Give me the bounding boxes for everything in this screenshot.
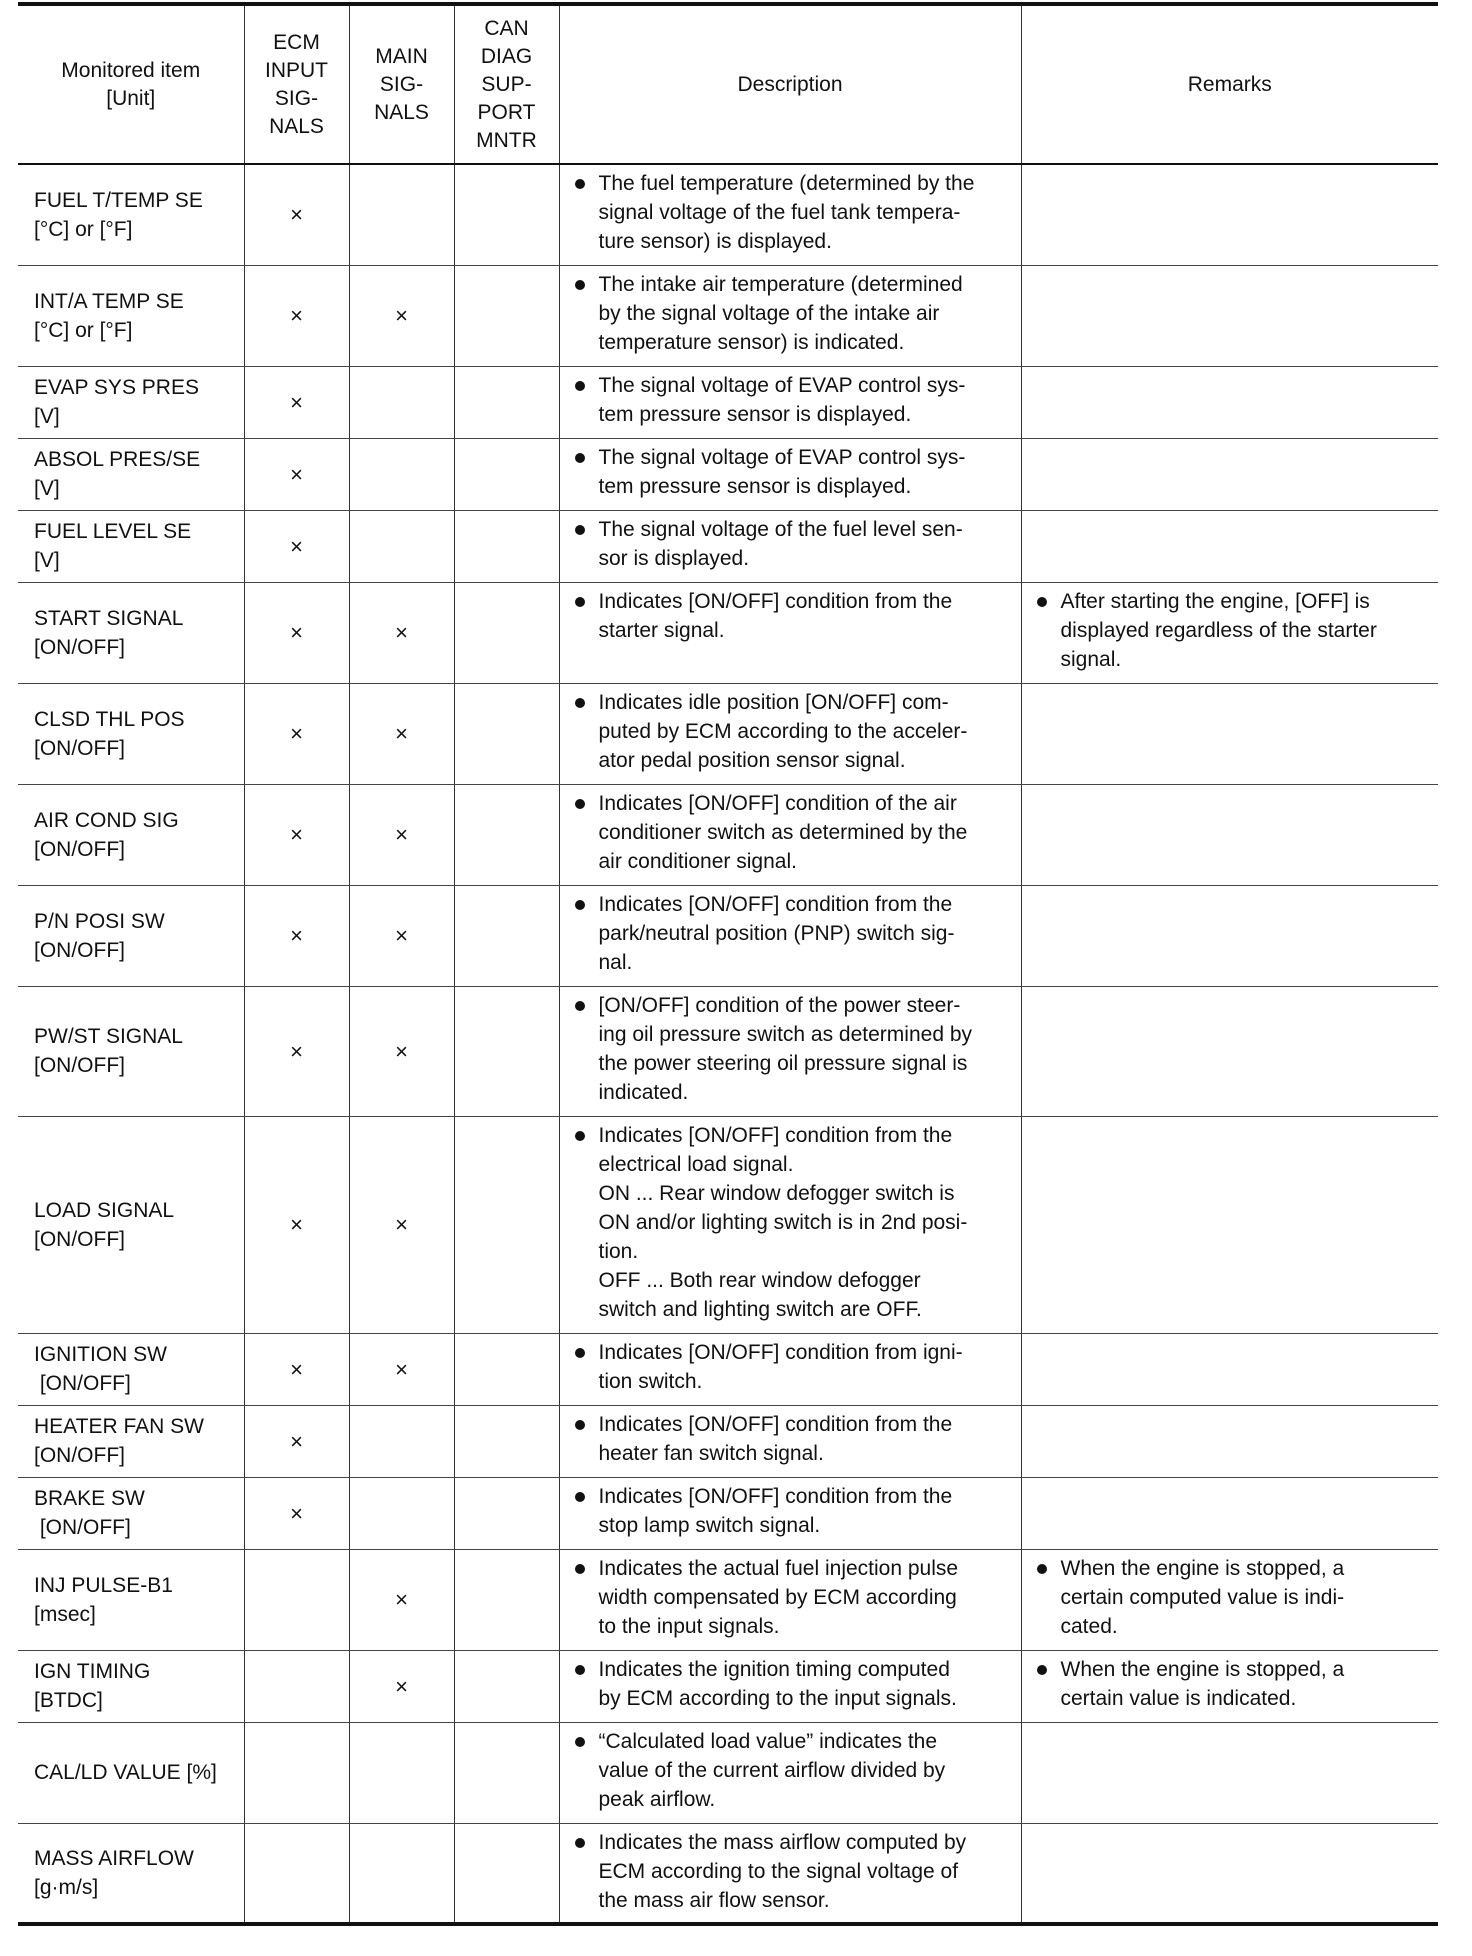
table-row bbox=[18, 438, 1438, 510]
monitored-item-cell bbox=[18, 1722, 244, 1823]
applicable-x-mark: × bbox=[290, 1356, 303, 1382]
description-text: Indicates idle position [ON/OFF] com- bbox=[598, 690, 949, 714]
monitored-item-text: [V] bbox=[34, 549, 60, 572]
table-row bbox=[18, 1333, 1438, 1405]
ecm-mark-cell bbox=[244, 1333, 349, 1405]
monitored-item-text: INT/A TEMP SE bbox=[34, 289, 184, 313]
table-row bbox=[18, 164, 1438, 265]
description-text: “Calculated load value” indicates the bbox=[598, 1729, 938, 1753]
table-body bbox=[18, 164, 1438, 1924]
table-row bbox=[18, 885, 1438, 986]
monitored-item-cell bbox=[18, 366, 244, 438]
description-text: tem pressure sensor is displayed. bbox=[598, 402, 912, 426]
description-cell bbox=[559, 986, 1021, 1116]
description-text: Indicates [ON/OFF] condition from the bbox=[598, 1484, 953, 1508]
ecm-mark-cell bbox=[244, 164, 349, 265]
header-description: Description bbox=[559, 4, 1021, 164]
description-text: stop lamp switch signal. bbox=[598, 1513, 821, 1537]
monitored-item-text: START SIGNAL bbox=[34, 606, 184, 630]
description-text: Indicates the ignition timing computed bbox=[598, 1657, 950, 1681]
description-bullet bbox=[572, 1727, 1011, 1814]
description-cell bbox=[559, 1116, 1021, 1333]
description-text: starter signal. bbox=[598, 618, 725, 642]
monitor-item-table bbox=[18, 2, 1438, 1926]
description-text: heater fan switch signal. bbox=[598, 1441, 824, 1465]
description-cell bbox=[559, 1405, 1021, 1477]
description-bullet bbox=[572, 1410, 1011, 1468]
remarks-cell bbox=[1021, 510, 1438, 582]
description-cell bbox=[559, 1477, 1021, 1549]
description-text: Indicates the mass airflow computed by bbox=[598, 1830, 967, 1854]
description-cell bbox=[559, 510, 1021, 582]
header-remarks: Remarks bbox=[1021, 4, 1438, 164]
main-mark-cell bbox=[349, 683, 454, 784]
description-text: air conditioner signal. bbox=[598, 849, 797, 873]
monitored-item-text: FUEL T/TEMP SE bbox=[34, 188, 203, 212]
description-cell bbox=[559, 1823, 1021, 1924]
can-mark-cell bbox=[454, 582, 559, 683]
applicable-x-mark: × bbox=[395, 923, 408, 948]
applicable-x-mark: × bbox=[290, 1428, 303, 1454]
main-mark-cell bbox=[349, 885, 454, 986]
monitored-item-text: BRAKE SW bbox=[34, 1487, 145, 1510]
applicable-x-mark: × bbox=[395, 721, 408, 746]
description-cell bbox=[559, 164, 1021, 265]
description-text: tion. bbox=[598, 1239, 639, 1263]
description-text: by ECM according to the input signals. bbox=[598, 1686, 957, 1710]
ecm-mark-cell bbox=[244, 582, 349, 683]
can-mark-cell bbox=[454, 784, 559, 885]
applicable-x-mark: × bbox=[290, 461, 303, 487]
table-row bbox=[18, 1405, 1438, 1477]
monitored-item-cell bbox=[18, 885, 244, 986]
monitored-item-text: HEATER FAN SW bbox=[34, 1415, 204, 1438]
table-row bbox=[18, 366, 1438, 438]
table-row bbox=[18, 1650, 1438, 1722]
monitored-item-cell bbox=[18, 1405, 244, 1477]
can-mark-cell bbox=[454, 885, 559, 986]
description-text: ECM according to the signal voltage of bbox=[598, 1859, 959, 1883]
monitored-item-text: AIR COND SIG bbox=[34, 808, 179, 832]
description-bullet bbox=[572, 1828, 1011, 1915]
table-row bbox=[18, 265, 1438, 366]
applicable-x-mark: × bbox=[395, 303, 408, 328]
applicable-x-mark: × bbox=[290, 533, 303, 559]
monitored-item-text: [ON/OFF] bbox=[34, 837, 125, 861]
ecm-mark-cell bbox=[244, 885, 349, 986]
monitored-item-text: [ON/OFF] bbox=[34, 635, 125, 659]
table-row bbox=[18, 1549, 1438, 1650]
description-text: tion switch. bbox=[598, 1369, 703, 1393]
main-mark-cell bbox=[349, 1477, 454, 1549]
remarks-text: When the engine is stopped, a bbox=[1060, 1556, 1345, 1580]
applicable-x-mark: × bbox=[395, 1673, 408, 1699]
remarks-text: certain value is indicated. bbox=[1060, 1686, 1297, 1710]
main-mark-cell bbox=[349, 438, 454, 510]
monitored-item-text: MASS AIRFLOW bbox=[34, 1846, 194, 1870]
remarks-cell bbox=[1021, 265, 1438, 366]
can-mark-cell bbox=[454, 1722, 559, 1823]
description-text: [ON/OFF] condition of the power steer- bbox=[598, 993, 961, 1017]
description-text: to the input signals. bbox=[598, 1614, 780, 1638]
ecm-mark-cell bbox=[244, 1823, 349, 1924]
description-cell bbox=[559, 582, 1021, 683]
ecm-mark-cell bbox=[244, 1650, 349, 1722]
main-mark-cell bbox=[349, 582, 454, 683]
monitored-item-text: [V] bbox=[34, 477, 60, 500]
can-mark-cell bbox=[454, 986, 559, 1116]
ecm-mark-cell bbox=[244, 986, 349, 1116]
monitored-item-text: [ON/OFF] bbox=[34, 1054, 125, 1077]
main-mark-cell bbox=[349, 986, 454, 1116]
remarks-cell bbox=[1021, 1650, 1438, 1722]
main-mark-cell bbox=[349, 1549, 454, 1650]
applicable-x-mark: × bbox=[395, 1587, 408, 1612]
description-text: ON and/or lighting switch is in 2nd posi- bbox=[598, 1210, 968, 1234]
applicable-x-mark: × bbox=[290, 1038, 303, 1064]
remarks-bullet bbox=[1034, 587, 1429, 674]
applicable-x-mark: × bbox=[395, 822, 408, 847]
description-text: OFF ... Both rear window defogger bbox=[598, 1268, 921, 1292]
can-mark-cell bbox=[454, 265, 559, 366]
remarks-cell bbox=[1021, 1549, 1438, 1650]
main-mark-cell bbox=[349, 1722, 454, 1823]
applicable-x-mark: × bbox=[290, 822, 303, 847]
monitored-item-text: CLSD THL POS bbox=[34, 707, 185, 731]
monitored-item-text: [V] bbox=[34, 405, 60, 428]
table-row bbox=[18, 1477, 1438, 1549]
description-text: Indicates the actual fuel injection pulse bbox=[598, 1556, 959, 1580]
main-mark-cell bbox=[349, 366, 454, 438]
description-text: value of the current airflow divided by bbox=[598, 1758, 946, 1782]
description-text: width compensated by ECM according bbox=[598, 1585, 957, 1609]
ecm-mark-cell bbox=[244, 1116, 349, 1333]
table-row bbox=[18, 510, 1438, 582]
monitored-item-cell bbox=[18, 1549, 244, 1650]
description-bullet bbox=[572, 443, 1011, 501]
can-mark-cell bbox=[454, 683, 559, 784]
description-bullet bbox=[572, 1554, 1011, 1641]
description-bullet bbox=[572, 1338, 1011, 1396]
header-ecm-input-signals: ECM INPUT SIG- NALS bbox=[244, 4, 349, 164]
main-mark-cell bbox=[349, 164, 454, 265]
monitored-item-text: [°C] or [°F] bbox=[34, 217, 133, 241]
remarks-cell bbox=[1021, 582, 1438, 683]
ecm-mark-cell bbox=[244, 1549, 349, 1650]
can-mark-cell bbox=[454, 1333, 559, 1405]
description-text: the mass air flow sensor. bbox=[598, 1888, 830, 1912]
description-text: tem pressure sensor is displayed. bbox=[598, 474, 912, 498]
monitored-item-text: [g·m/s] bbox=[34, 1875, 99, 1899]
remarks-cell bbox=[1021, 683, 1438, 784]
description-text: ture sensor) is displayed. bbox=[598, 230, 832, 253]
description-text: The fuel temperature (determined by the bbox=[598, 172, 975, 195]
description-text: Indicates [ON/OFF] condition from the bbox=[598, 892, 953, 916]
remarks-cell bbox=[1021, 1405, 1438, 1477]
monitored-item-text: [°C] or [°F] bbox=[34, 318, 133, 342]
description-text: sor is displayed. bbox=[598, 546, 750, 570]
header-monitored-item: Monitored item [Unit] bbox=[18, 4, 244, 164]
description-text: by the signal voltage of the intake air bbox=[598, 301, 940, 325]
table-row bbox=[18, 986, 1438, 1116]
description-text: switch and lighting switch are OFF. bbox=[598, 1297, 922, 1321]
table-row bbox=[18, 784, 1438, 885]
monitored-item-text: ABSOL PRES/SE bbox=[34, 448, 201, 471]
monitored-item-text: [ON/OFF] bbox=[34, 1444, 125, 1467]
applicable-x-mark: × bbox=[290, 202, 303, 228]
monitored-item-text: LOAD SIGNAL bbox=[34, 1198, 175, 1222]
remarks-cell bbox=[1021, 1722, 1438, 1823]
can-mark-cell bbox=[454, 1116, 559, 1333]
applicable-x-mark: × bbox=[290, 389, 303, 415]
monitored-item-cell bbox=[18, 784, 244, 885]
applicable-x-mark: × bbox=[290, 620, 303, 645]
monitored-item-text: CAL/LD VALUE [%] bbox=[34, 1761, 217, 1784]
monitored-item-cell bbox=[18, 986, 244, 1116]
monitored-item-cell bbox=[18, 582, 244, 683]
description-text: temperature sensor) is indicated. bbox=[598, 330, 905, 354]
header-can-diag-support-mntr: CAN DIAG SUP- PORT MNTR bbox=[454, 4, 559, 164]
ecm-mark-cell bbox=[244, 1405, 349, 1477]
description-text: Indicates [ON/OFF] condition of the air bbox=[598, 791, 957, 815]
main-mark-cell bbox=[349, 1650, 454, 1722]
remarks-cell bbox=[1021, 1823, 1438, 1924]
description-text: Indicates [ON/OFF] condition from the bbox=[598, 1123, 953, 1147]
applicable-x-mark: × bbox=[290, 1500, 303, 1526]
monitored-item-cell bbox=[18, 1333, 244, 1405]
monitored-item-cell bbox=[18, 265, 244, 366]
can-mark-cell bbox=[454, 164, 559, 265]
description-cell bbox=[559, 1333, 1021, 1405]
remarks-cell bbox=[1021, 1116, 1438, 1333]
ecm-mark-cell bbox=[244, 1477, 349, 1549]
remarks-cell bbox=[1021, 885, 1438, 986]
description-text: The signal voltage of the fuel level sen- bbox=[598, 517, 963, 541]
can-mark-cell bbox=[454, 438, 559, 510]
description-cell bbox=[559, 683, 1021, 784]
main-mark-cell bbox=[349, 1116, 454, 1333]
ecm-mark-cell bbox=[244, 1722, 349, 1823]
ecm-mark-cell bbox=[244, 265, 349, 366]
table-row bbox=[18, 582, 1438, 683]
remarks-cell bbox=[1021, 366, 1438, 438]
monitored-item-text: [ON/OFF] bbox=[34, 1372, 131, 1395]
monitored-item-text: IGN TIMING bbox=[34, 1660, 151, 1683]
header-main-signals: MAIN SIG- NALS bbox=[349, 4, 454, 164]
monitored-item-text: [ON/OFF] bbox=[34, 938, 125, 962]
description-cell bbox=[559, 885, 1021, 986]
description-text: the power steering oil pressure signal is bbox=[598, 1051, 968, 1075]
monitored-item-cell bbox=[18, 438, 244, 510]
monitored-item-text: [ON/OFF] bbox=[34, 736, 125, 760]
table-header-row bbox=[18, 4, 1438, 164]
can-mark-cell bbox=[454, 510, 559, 582]
description-cell bbox=[559, 1650, 1021, 1722]
main-mark-cell bbox=[349, 1333, 454, 1405]
description-cell bbox=[559, 438, 1021, 510]
description-text: park/neutral position (PNP) switch sig- bbox=[598, 921, 955, 945]
ecm-mark-cell bbox=[244, 683, 349, 784]
description-text: The signal voltage of EVAP control sys- bbox=[598, 445, 966, 469]
remarks-cell bbox=[1021, 986, 1438, 1116]
description-bullet bbox=[572, 1482, 1011, 1540]
description-bullet bbox=[572, 515, 1011, 573]
applicable-x-mark: × bbox=[395, 1212, 408, 1237]
applicable-x-mark: × bbox=[395, 1038, 408, 1064]
description-bullet bbox=[572, 587, 1011, 645]
description-text: peak airflow. bbox=[598, 1787, 716, 1811]
monitored-item-text: FUEL LEVEL SE bbox=[34, 520, 192, 543]
description-bullet bbox=[572, 890, 1011, 977]
monitored-item-cell bbox=[18, 164, 244, 265]
table-row bbox=[18, 1116, 1438, 1333]
monitored-item-cell bbox=[18, 510, 244, 582]
description-bullet bbox=[572, 991, 1011, 1107]
description-cell bbox=[559, 265, 1021, 366]
remarks-text: certain computed value is indi- bbox=[1060, 1585, 1345, 1609]
main-mark-cell bbox=[349, 784, 454, 885]
description-bullet bbox=[572, 789, 1011, 876]
remarks-cell bbox=[1021, 784, 1438, 885]
description-text: electrical load signal. bbox=[598, 1152, 794, 1176]
description-text: nal. bbox=[598, 950, 633, 974]
monitored-item-text: IGNITION SW bbox=[34, 1343, 167, 1366]
applicable-x-mark: × bbox=[290, 1212, 303, 1237]
ecm-mark-cell bbox=[244, 784, 349, 885]
monitored-item-cell bbox=[18, 683, 244, 784]
description-bullet bbox=[572, 1121, 1011, 1324]
main-mark-cell bbox=[349, 510, 454, 582]
ecm-mark-cell bbox=[244, 438, 349, 510]
table-row bbox=[18, 1722, 1438, 1823]
description-cell bbox=[559, 1549, 1021, 1650]
description-cell bbox=[559, 784, 1021, 885]
description-text: Indicates [ON/OFF] condition from the bbox=[598, 589, 953, 613]
applicable-x-mark: × bbox=[395, 620, 408, 645]
remarks-cell bbox=[1021, 164, 1438, 265]
description-text: The intake air temperature (determined bbox=[598, 272, 963, 296]
table-row bbox=[18, 683, 1438, 784]
table-row bbox=[18, 1823, 1438, 1924]
applicable-x-mark: × bbox=[395, 1356, 408, 1382]
description-bullet bbox=[572, 169, 1011, 256]
remarks-text: cated. bbox=[1060, 1614, 1118, 1638]
description-bullet bbox=[572, 1655, 1011, 1713]
description-text: conditioner switch as determined by the bbox=[598, 820, 968, 844]
monitored-item-text: [ON/OFF] bbox=[34, 1516, 131, 1539]
main-mark-cell bbox=[349, 265, 454, 366]
can-mark-cell bbox=[454, 1650, 559, 1722]
can-mark-cell bbox=[454, 1477, 559, 1549]
can-mark-cell bbox=[454, 1549, 559, 1650]
applicable-x-mark: × bbox=[290, 923, 303, 948]
description-text: Indicates [ON/OFF] condition from igni- bbox=[598, 1340, 963, 1364]
applicable-x-mark: × bbox=[290, 303, 303, 328]
remarks-bullet bbox=[1034, 1554, 1429, 1641]
applicable-x-mark: × bbox=[290, 721, 303, 746]
monitored-item-cell bbox=[18, 1477, 244, 1549]
monitored-item-text: [BTDC] bbox=[34, 1689, 103, 1712]
monitored-item-cell bbox=[18, 1823, 244, 1924]
monitored-item-text: PW/ST SIGNAL bbox=[34, 1025, 183, 1048]
description-text: ing oil pressure switch as determined by bbox=[598, 1022, 973, 1046]
remarks-text: After starting the engine, [OFF] is bbox=[1060, 589, 1370, 613]
description-cell bbox=[559, 366, 1021, 438]
monitored-item-cell bbox=[18, 1116, 244, 1333]
main-mark-cell bbox=[349, 1823, 454, 1924]
remarks-bullet bbox=[1034, 1655, 1429, 1713]
can-mark-cell bbox=[454, 1405, 559, 1477]
description-cell bbox=[559, 1722, 1021, 1823]
description-bullet bbox=[572, 371, 1011, 429]
monitored-item-text: INJ PULSE-B1 bbox=[34, 1573, 173, 1597]
monitored-item-text: P/N POSI SW bbox=[34, 909, 165, 933]
remarks-text: When the engine is stopped, a bbox=[1060, 1657, 1345, 1681]
description-text: The signal voltage of EVAP control sys- bbox=[598, 373, 966, 397]
monitored-item-text: [msec] bbox=[34, 1602, 96, 1626]
description-bullet bbox=[572, 688, 1011, 775]
description-text: ON ... Rear window defogger switch is bbox=[598, 1181, 955, 1205]
can-mark-cell bbox=[454, 1823, 559, 1924]
monitored-item-text: EVAP SYS PRES bbox=[34, 376, 199, 399]
remarks-text: signal. bbox=[1060, 647, 1122, 671]
remarks-text: displayed regardless of the starter bbox=[1060, 618, 1377, 642]
description-bullet bbox=[572, 270, 1011, 357]
description-text: puted by ECM according to the acceler- bbox=[598, 719, 968, 743]
description-text: Indicates [ON/OFF] condition from the bbox=[598, 1412, 953, 1436]
can-mark-cell bbox=[454, 366, 559, 438]
description-text: indicated. bbox=[598, 1080, 689, 1104]
remarks-cell bbox=[1021, 1477, 1438, 1549]
description-text: ator pedal position sensor signal. bbox=[598, 748, 906, 772]
monitored-item-cell bbox=[18, 1650, 244, 1722]
remarks-cell bbox=[1021, 1333, 1438, 1405]
ecm-mark-cell bbox=[244, 510, 349, 582]
main-mark-cell bbox=[349, 1405, 454, 1477]
monitored-item-text: [ON/OFF] bbox=[34, 1227, 125, 1251]
monitor-item-table-page bbox=[18, 2, 1438, 1926]
ecm-mark-cell bbox=[244, 366, 349, 438]
description-text: signal voltage of the fuel tank tempera- bbox=[598, 201, 961, 224]
remarks-cell bbox=[1021, 438, 1438, 510]
